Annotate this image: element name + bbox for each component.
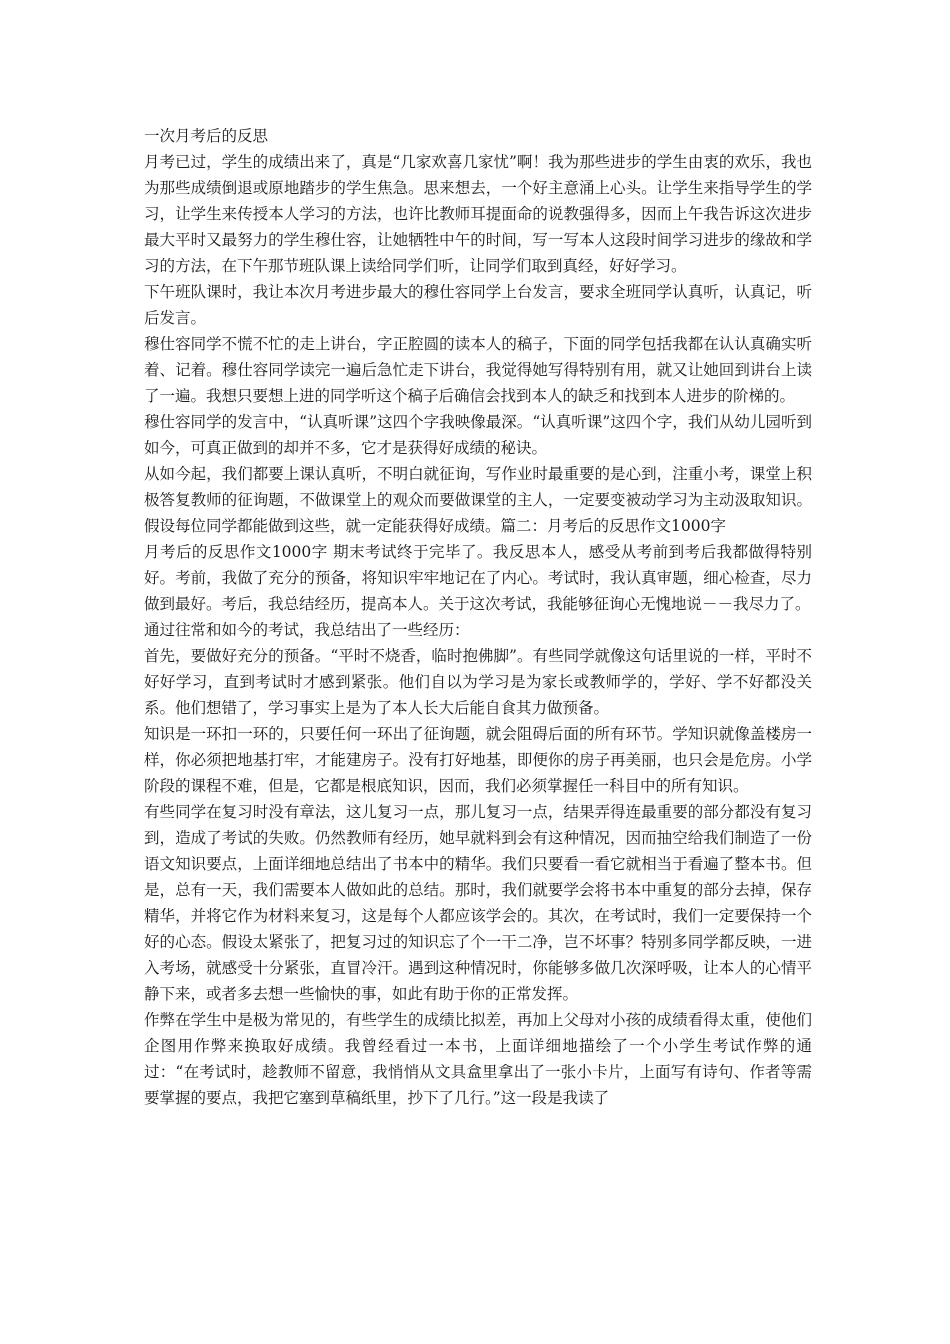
paragraph-10: 有些同学在复习时没有章法，这儿复习一点，那儿复习一点，结果弄得连最重要的部分都没有复习到，造成了考试的失败。仍然教师有经历，她早就料到会有这种情况，因而抽空给我们制造了一份语文知识要点，上面详细地总结出了书本中的精华。我们只要看一看它就相当于看遍了整本书。但是，总有一天，我们需要本人做如此的总结。那时，我们就要学会将书本中重复的部分去掉，保存精华，并将它作为材料来复习，这是每个人都应该学会的。其次，在考试时，我们一定要保持一个好的心态。假设太紧张了，把复习过的知识忘了个一干二净，岂不坏事？特别多同学都反映，一进入考场，就感受十分紧张，直冒冷汗。遇到这种情况时，你能够多做几次深呼吸，让本人的心情平静下来，或者多去想一些愉快的事，如此有助于你的正常发挥。 — [144, 803, 812, 1003]
paragraph-11: 作弊在学生中是极为常见的，有些学生的成绩比拟差，再加上父母对小孩的成绩看得太重，使他们企图用作弊来换取好成绩。我曾经看过一本书，上面详细地描绘了一个小学生考试作弊的通过：“在考试时，趁教师不留意，我悄悄从文具盒里拿出了一张小卡片，上面写有诗句、作者等需要掌握的要点，我把它塞到草稿纸里，抄下了几行。”这一段是我读了 — [144, 1011, 812, 1107]
paragraph-6: 月考后的反思作文1000字 期末考试终于完毕了。我反思本人，感受从考前到考后我都做得特别好。考前，我做了充分的预备，将知识牢牢地记在了内心。考试时，我认真审题，细心检查，尽力做到最好。考后，我总结经历，提高本人。关于这次考试，我能够征询心无愧地说－－我尽力了。 — [144, 543, 812, 613]
paragraph-9: 知识是一环扣一环的，只要任何一环出了征询题，就会阻碍后面的所有环节。学知识就像盖楼房一样，你必须把地基打牢，才能建房子。没有打好地基，即便你的房子再美丽，也只会是危房。小学阶段的课程不难，但是，它都是根底知识，因而，我们必须掌握任一科目中的所有知识。 — [144, 725, 812, 795]
paragraph-2: 下午班队课时，我让本次月考进步最大的穆仕容同学上台发言，要求全班同学认真听，认真记，听后发言。 — [144, 283, 812, 327]
document-body — [144, 123, 812, 1111]
paragraph-3: 穆仕容同学不慌不忙的走上讲台，字正腔圆的读本人的稿子，下面的同学包括我都在认认真确实听着、记着。穆仕容同学读完一遍后急忙走下讲台，我觉得她写得特别有用，就又让她回到讲台上读了一遍。我想只要想上进的同学听这个稿子后确信会找到本人的缺乏和找到本人进步的阶梯的。 — [144, 335, 812, 405]
paragraph-1: 月考已过，学生的成绩出来了，真是“几家欢喜几家忧”啊！我为那些进步的学生由衷的欢乐，我也为那些成绩倒退或原地踏步的学生焦急。思来想去，一个好主意涌上心头。让学生来指导学生的学习，让学生来传授本人学习的方法，也许比教师耳提面命的说教强得多，因而上午我告诉这次进步最大平时又最努力的学生穆仕容，让她牺牲中午的时间，写一写本人这段时间学习进步的缘故和学习的方法，在下午那节班队课上读给同学们听，让同学们取到真经，好好学习。 — [144, 153, 812, 275]
paragraph-4: 穆仕容同学的发言中，“认真听课”这四个字我映像最深。“认真听课”这四个字，我们从幼儿园听到如今，可真正做到的却并不多，它才是获得好成绩的秘诀。 — [144, 413, 812, 457]
document-title: 一次月考后的反思 — [144, 127, 269, 145]
paragraph-7: 通过往常和如今的考试，我总结出了一些经历： — [144, 621, 470, 639]
paragraph-5: 从如今起，我们都要上课认真听，不明白就征询，写作业时最重要的是心到，注重小考，课堂上积极答复教师的征询题，不做课堂上的观众而要做课堂的主人，一定要变被动学习为主动汲取知识。假设每位同学都能做到这些，就一定能获得好成绩。篇二：月考后的反思作文1000字 — [144, 465, 812, 535]
paragraph-8: 首先，要做好充分的预备。“平时不烧香，临时抱佛脚”。有些同学就像这句话里说的一样，平时不好好学习，直到考试时才感到紧张。他们自以为学习是为家长或教师学的，学好、学不好都没关系。他们想错了，学习事实上是为了本人长大后能自食其力做预备。 — [144, 647, 812, 717]
